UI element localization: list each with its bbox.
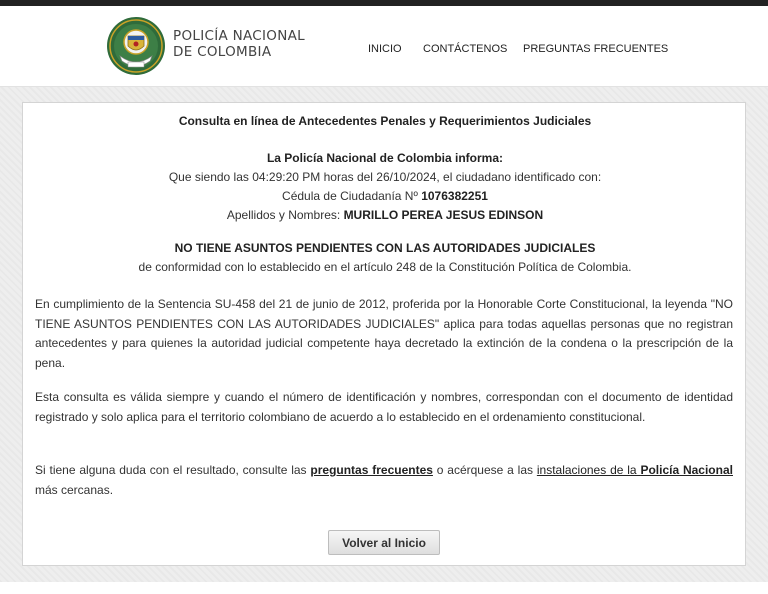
informa-heading: La Policía Nacional de Colombia informa: [266,151,504,165]
nav-preguntas-frecuentes[interactable]: PREGUNTAS FRECUENTES [523,43,669,55]
brand-line-2: DE COLOMBIA [173,44,272,60]
nav-contactenos[interactable]: CONTÁCTENOS [423,43,508,55]
faq-link[interactable]: preguntas frecuentes [310,463,433,477]
doubts-paragraph [35,461,733,500]
name-value: MURILLO PEREA JESUS EDINSON [343,208,544,222]
validity-paragraph: Esta consulta es válida siempre y cuando el número de identificación y nombres, correspondan con el documento de identidad registrado y solo aplica para el territorio colombiano de acuerdo a lo establecido en el ordenamiento constitucional. [35,390,733,424]
document-number: 1076382251 [421,189,488,203]
document-label: Cédula de Ciudadanía Nº [282,189,422,203]
result-subtitle: de conformidad con lo establecido en el artículo 248 de la Constitución Política de Colombia. [138,260,632,274]
result-block [23,239,747,277]
brand-name[interactable] [173,28,305,60]
info-block [23,149,747,225]
card-title: Consulta en línea de Antecedentes Penales y Requerimientos Judiciales [178,114,592,128]
doubts-text-a: Si tiene alguna duda con el resultado, consulte las [35,463,311,477]
doubts-text-b: o acérquese a las [432,463,537,477]
doubts-text-c: más cercanas. [35,482,114,497]
result-card [22,102,746,566]
back-home-button[interactable]: Volver al Inicio [328,530,440,555]
nav-inicio[interactable]: INICIO [368,43,402,55]
query-time-line: Que siendo las 04:29:20 PM horas del 26/10/2024, el ciudadano identificado con: [168,170,602,184]
name-label: Apellidos y Nombres: [226,208,344,222]
name-line [23,206,747,225]
facilities-link[interactable] [537,463,733,477]
document-line [23,187,747,206]
result-title: NO TIENE ASUNTOS PENDIENTES CON LAS AUTORIDADES JUDICIALES [174,241,596,255]
police-emblem-logo[interactable] [106,16,166,76]
site-header [0,6,768,87]
facilities-link-bold: Policía Nacional [640,463,733,477]
sentencia-paragraph: En cumplimiento de la Sentencia SU-458 del 21 de junio de 2012, proferida por la Honorable Corte Constitucional, la leyenda "NO TIENE ASUNTOS PENDIENTES CON LAS AUTORIDADES JUDICIALES" aplica para todas aquellas personas que no registran antecedentes y para quienes la autoridad judicial competente haya decretado la extinción de la condena o la prescripción de la pena. [35,297,733,370]
brand-line-1: POLICÍA NACIONAL [173,28,305,44]
facilities-link-text: instalaciones de la [536,463,641,477]
